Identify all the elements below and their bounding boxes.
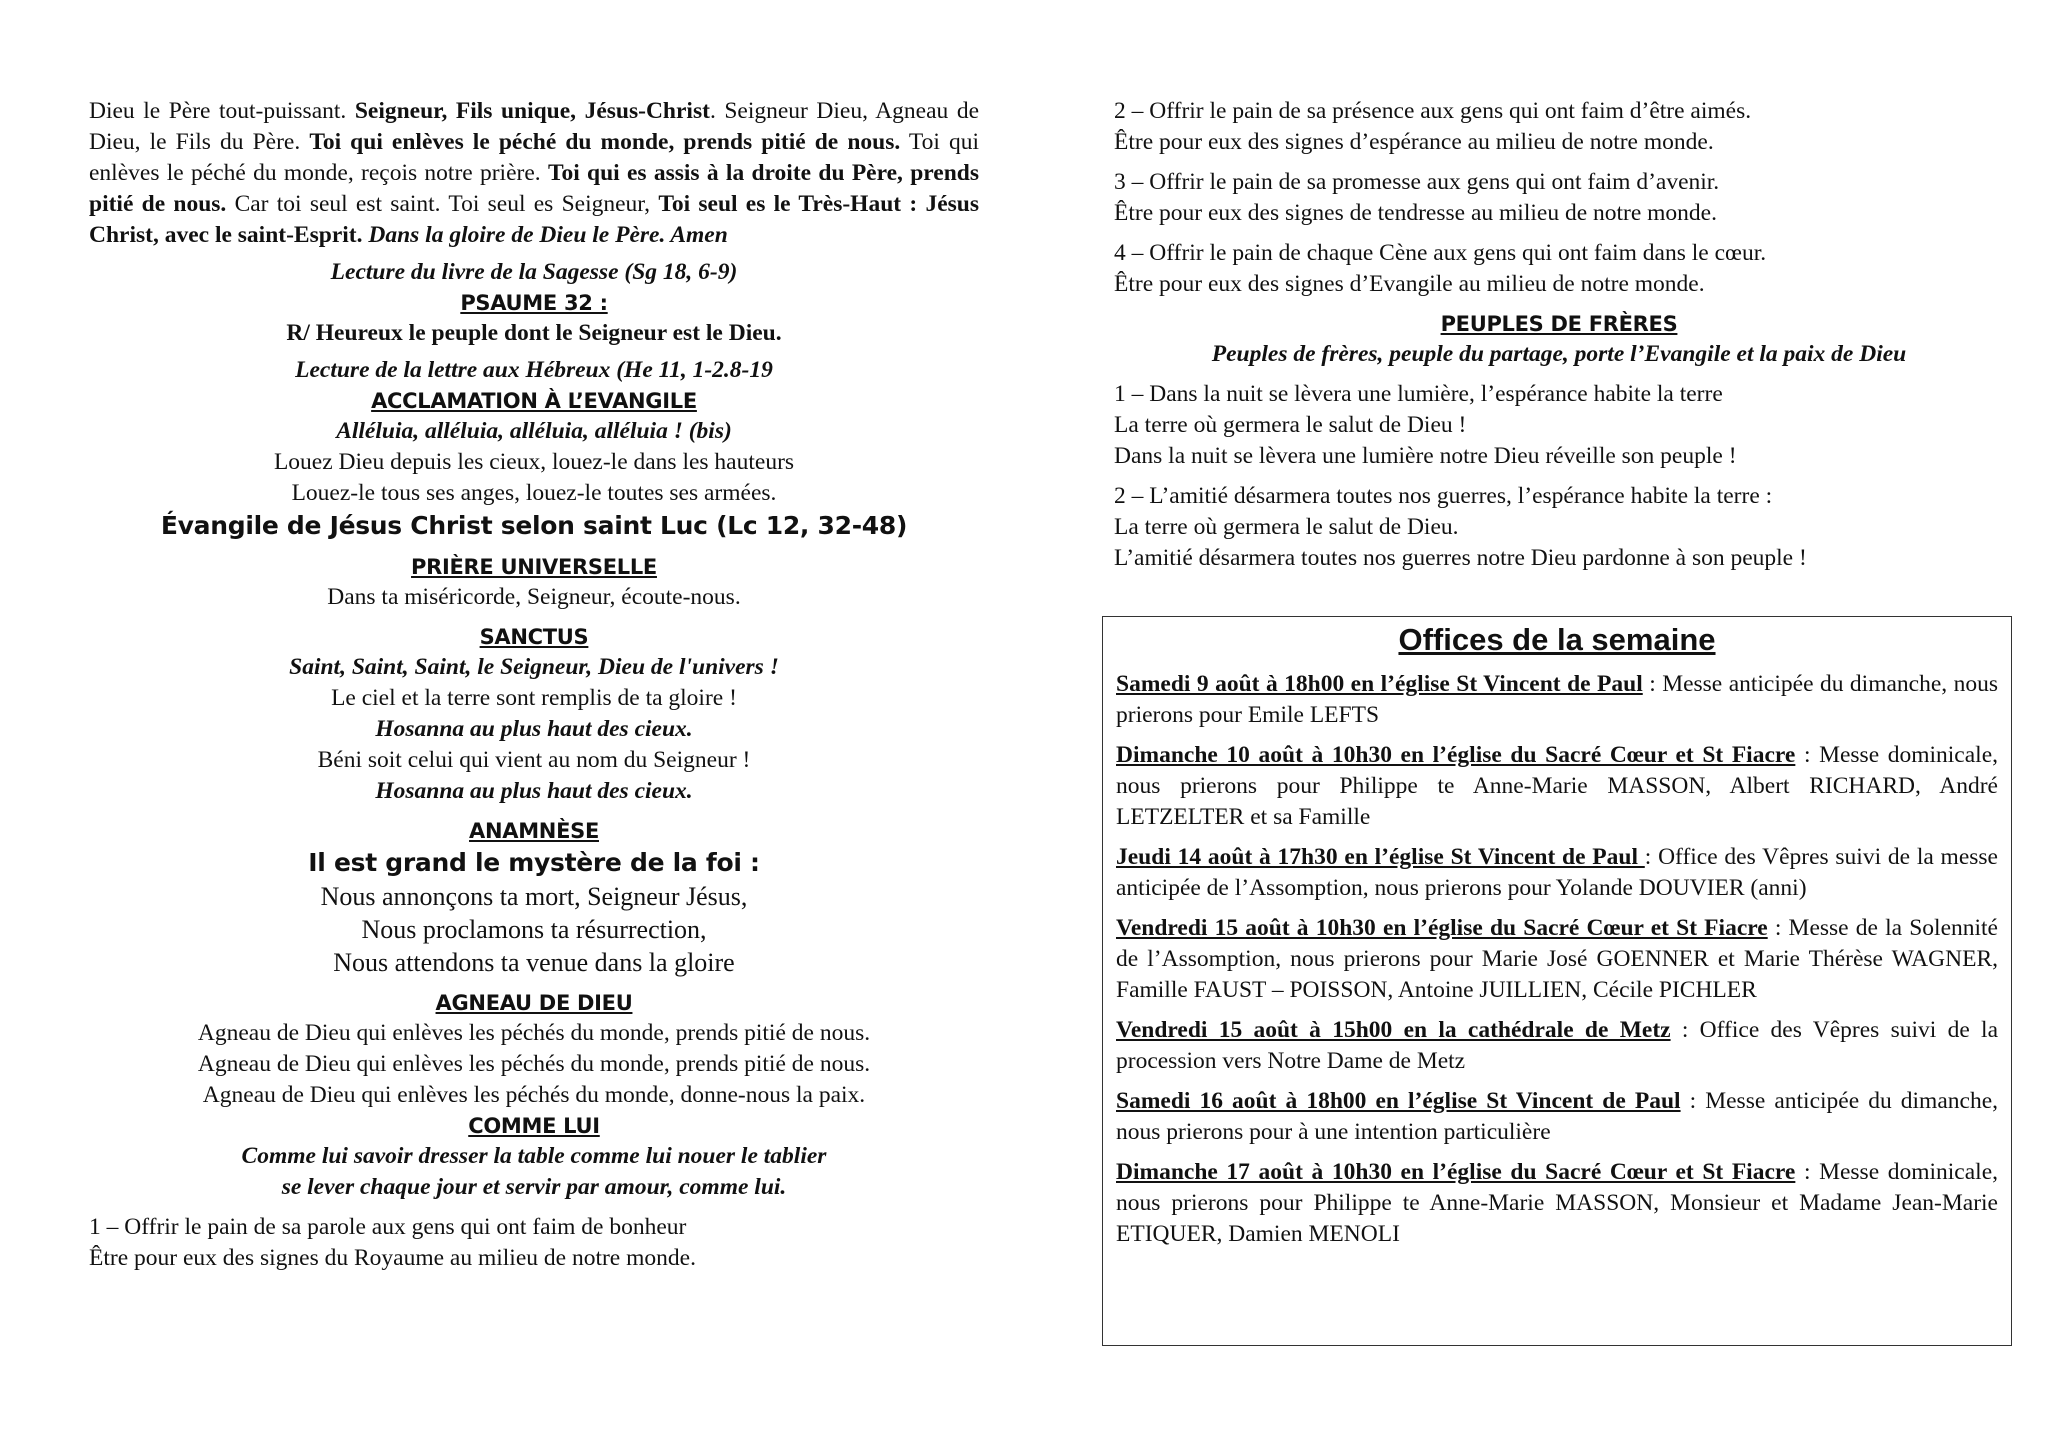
evangile-title: Évangile de Jésus Christ selon saint Luc (Lc 12, 32-48): [160, 511, 908, 540]
acclamation-line: Louez Dieu depuis les cieux, louez-le dans les hauteurs: [273, 449, 795, 475]
offices-box: [1102, 616, 2012, 1346]
office-entry: Jeudi 14 août à 17h30 en l’église St Vincent de Paul : Office des Vêpres suivi de la messe anticipée de l’Assomption, nous prierons pour Yolande DOUVIER (anni): [1116, 844, 1998, 901]
sanctus-line: Hosanna au plus haut des cieux.: [375, 778, 693, 804]
peuples-verse: L’amitié désarmera toutes nos guerres notre Dieu pardonne à son peuple !: [1114, 545, 1807, 571]
office-entry: Vendredi 15 août à 10h30 en l’église du Sacré Cœur et St Fiacre : Messe de la Solennité de l’Assomption, nous prierons pour Marie José GOENNER et Marie Thérèse WAGNER, Famille FAUST – POISSON, Antoine JUILLIEN, Cécile PICHLER: [1116, 915, 1998, 1003]
peuples-verse: La terre où germera le salut de Dieu.: [1114, 514, 1459, 540]
peuples-verse: 2 – L’amitié désarmera toutes nos guerres, l’espérance habite la terre :: [1114, 483, 1773, 509]
office-entry: Samedi 16 août à 18h00 en l’église St Vincent de Paul : Messe anticipée du dimanche, nous prierons pour à une intention particulière: [1116, 1088, 1999, 1145]
acclamation-line: Louez-le tous ses anges, louez-le toutes ses armées.: [291, 480, 777, 506]
comme-lui-refrain: Comme lui savoir dresser la table comme lui nouer le tablier: [241, 1143, 827, 1169]
anamnese-line: Nous attendons ta venue dans la gloire: [333, 948, 735, 977]
anamnese-line: Nous proclamons ta résurrection,: [361, 915, 707, 944]
acclamation-alleluia: Alléluia, alléluia, alléluia, alléluia ! (bis): [336, 418, 732, 444]
anamnese-subtitle: Il est grand le mystère de la foi :: [308, 848, 760, 877]
sanctus-line: Saint, Saint, Saint, le Seigneur, Dieu de l'univers !: [289, 654, 779, 680]
anamnese-line: Nous annonçons ta mort, Seigneur Jésus,: [320, 882, 748, 911]
comme-lui-verse: 4 – Offrir le pain de chaque Cène aux gens qui ont faim dans le cœur.: [1114, 240, 1767, 266]
office-entry: Dimanche 17 août à 10h30 en l’église du Sacré Cœur et St Fiacre : Messe dominicale, nous prierons pour Philippe te Anne-Marie MASSON, Monsieur et Madame Jean-Marie ETIQUER, Damien MENOLI: [1116, 1159, 1999, 1247]
offices-title: Offices de la semaine: [1398, 622, 1716, 657]
priere-text: Dans ta miséricorde, Seigneur, écoute-nous.: [327, 584, 741, 610]
peuples-title: PEUPLES DE FRÈRES: [1440, 312, 1678, 336]
agneau-line: Agneau de Dieu qui enlèves les péchés du monde, prends pitié de nous.: [197, 1020, 871, 1046]
comme-lui-refrain: se lever chaque jour et servir par amour, comme lui.: [281, 1174, 787, 1200]
comme-lui-verse: 1 – Offrir le pain de sa parole aux gens qui ont faim de bonheur: [89, 1214, 687, 1240]
psaume-refrain: R/ Heureux le peuple dont le Seigneur est le Dieu.: [286, 320, 782, 346]
peuples-verse: La terre où germera le salut de Dieu !: [1114, 412, 1467, 438]
peuples-verse: Dans la nuit se lèvera une lumière notre Dieu réveille son peuple !: [1114, 443, 1737, 469]
comme-lui-title: COMME LUI: [468, 1114, 600, 1138]
lecture-sagesse: Lecture du livre de la Sagesse (Sg 18, 6-9): [330, 259, 738, 285]
comme-lui-verse: 3 – Offrir le pain de sa promesse aux gens qui ont faim d’avenir.: [1114, 169, 1720, 195]
agneau-line: Agneau de Dieu qui enlèves les péchés du monde, donne-nous la paix.: [202, 1082, 866, 1108]
sanctus-title: SANCTUS: [479, 625, 589, 649]
sanctus-line: Hosanna au plus haut des cieux.: [375, 716, 693, 742]
priere-title: PRIÈRE UNIVERSELLE: [411, 555, 657, 579]
agneau-line: Agneau de Dieu qui enlèves les péchés du monde, prends pitié de nous.: [197, 1051, 871, 1077]
comme-lui-verse: Être pour eux des signes du Royaume au milieu de notre monde.: [89, 1245, 696, 1271]
lecture-hebreux: Lecture de la lettre aux Hébreux (He 11, 1-2.8-19: [295, 357, 773, 383]
sanctus-line: Béni soit celui qui vient au nom du Seigneur !: [317, 747, 751, 773]
sanctus-line: Le ciel et la terre sont remplis de ta gloire !: [331, 685, 737, 711]
office-entry: Vendredi 15 août à 15h00 en la cathédrale de Metz : Office des Vêpres suivi de la procession vers Notre Dame de Metz: [1116, 1017, 1998, 1074]
acclamation-title: ACCLAMATION À L’EVANGILE: [371, 389, 697, 413]
comme-lui-verse: Être pour eux des signes d’Evangile au milieu de notre monde.: [1114, 271, 1705, 297]
gloria-text: Dieu le Père tout-puissant. Seigneur, Fils unique, Jésus-Christ. Seigneur Dieu, Agneau de Dieu, le Fils du Père. Toi qui enlèves le péché du monde, prends pitié de nous. Toi qui enlèves le péché du monde, reçois notre prière. Toi qui es assis à la droite du Père, prends pitié de nous. Car toi seul est saint. Toi seul es Seigneur, Toi seul es le Très-Haut : Jésus Christ, avec le saint-Esprit. Dans la gloire de Dieu le Père. Amen: [89, 98, 979, 248]
psaume-title: PSAUME 32 :: [460, 291, 608, 315]
comme-lui-verse: Être pour eux des signes d’espérance au milieu de notre monde.: [1114, 129, 1714, 155]
comme-lui-verse: Être pour eux des signes de tendresse au milieu de notre monde.: [1114, 200, 1717, 226]
peuples-verse: 1 – Dans la nuit se lèvera une lumière, l’espérance habite la terre: [1114, 381, 1723, 407]
peuples-refrain: Peuples de frères, peuple du partage, porte l’Evangile et la paix de Dieu: [1211, 341, 1907, 367]
right-column: [1114, 96, 2004, 574]
office-entry: Dimanche 10 août à 10h30 en l’église du Sacré Cœur et St Fiacre : Messe dominicale, nous prierons pour Philippe te Anne-Marie MASSON, Albert RICHARD, André LETZELTER et sa Famille: [1116, 742, 1999, 830]
anamnese-title: ANAMNÈSE: [469, 819, 599, 843]
office-entry: Samedi 9 août à 18h00 en l’église St Vincent de Paul : Messe anticipée du dimanche, nous prierons pour Emile LEFTS: [1116, 671, 1998, 728]
left-column: [89, 96, 979, 1274]
agneau-title: AGNEAU DE DIEU: [435, 991, 633, 1015]
comme-lui-verse: 2 – Offrir le pain de sa présence aux gens qui ont faim d’être aimés.: [1114, 98, 1752, 124]
